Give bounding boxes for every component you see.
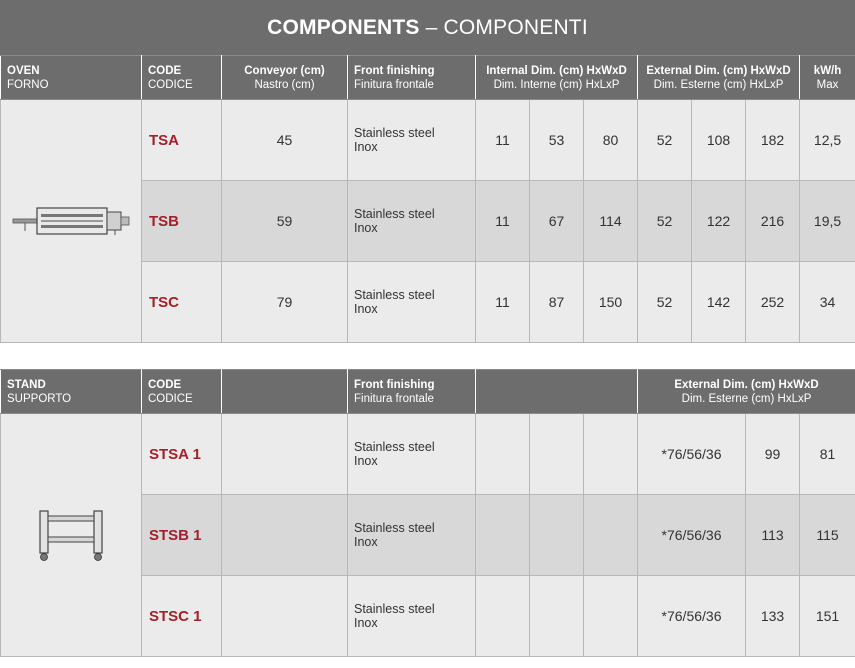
- int-d-cell: 150: [584, 262, 638, 343]
- table-row: [1, 414, 855, 495]
- ext-d-cell: 216: [746, 181, 800, 262]
- header-front-finishing: Front finishing Finitura frontale: [348, 370, 476, 414]
- empty-cell: [476, 414, 530, 495]
- empty-cell: [530, 495, 584, 576]
- code-cell: TSA: [142, 100, 222, 181]
- oven-image-cell: [1, 100, 142, 343]
- empty-cell: [584, 495, 638, 576]
- conveyor-cell: 45: [222, 100, 348, 181]
- empty-cell: [584, 414, 638, 495]
- ext-h-cell: 52: [638, 262, 692, 343]
- header-external-dim: External Dim. (cm) HxWxD Dim. Esterne (cm) HxLxP: [638, 370, 855, 414]
- oven-stand-icon: [36, 507, 106, 563]
- ext-d-cell: 151: [800, 576, 855, 657]
- finish-cell: Stainless steel Inox: [348, 576, 476, 657]
- table-row: [1, 100, 855, 181]
- empty-cell: [530, 414, 584, 495]
- ext-w-cell: 99: [746, 414, 800, 495]
- kw-cell: 19,5: [800, 181, 855, 262]
- conveyor-cell: 79: [222, 262, 348, 343]
- header-front-finishing: Front finishing Finitura frontale: [348, 56, 476, 100]
- header-stand: STAND SUPPORTO: [1, 370, 142, 414]
- ext-d-cell: 252: [746, 262, 800, 343]
- header-oven: OVEN FORNO: [1, 56, 142, 100]
- conveyor-cell: 59: [222, 181, 348, 262]
- int-h-cell: 11: [476, 181, 530, 262]
- code-cell: STSA 1: [142, 414, 222, 495]
- title-dash: –: [425, 15, 438, 39]
- title-bold: COMPONENTS: [267, 15, 420, 39]
- page-title: [0, 0, 855, 55]
- header-external-dim: External Dim. (cm) HxWxD Dim. Esterne (cm) HxLxP: [638, 56, 800, 100]
- ext-h-cell: *76/56/36: [638, 576, 746, 657]
- code-cell: STSC 1: [142, 576, 222, 657]
- code-cell: TSC: [142, 262, 222, 343]
- int-h-cell: 11: [476, 100, 530, 181]
- int-w-cell: 67: [530, 181, 584, 262]
- conveyor-oven-icon: [11, 201, 131, 241]
- title-rest: COMPONENTI: [443, 15, 588, 39]
- empty-cell: [584, 576, 638, 657]
- finish-cell: Stainless steel Inox: [348, 262, 476, 343]
- empty-cell: [222, 495, 348, 576]
- ext-w-cell: 108: [692, 100, 746, 181]
- stand-table: [0, 369, 855, 657]
- int-h-cell: 11: [476, 262, 530, 343]
- empty-cell: [476, 495, 530, 576]
- int-d-cell: 80: [584, 100, 638, 181]
- ext-h-cell: *76/56/36: [638, 414, 746, 495]
- finish-cell: Stainless steel Inox: [348, 100, 476, 181]
- section-gap: [0, 343, 855, 369]
- finish-cell: Stainless steel Inox: [348, 414, 476, 495]
- ext-h-cell: *76/56/36: [638, 495, 746, 576]
- stand-header-row: [1, 370, 855, 414]
- ext-w-cell: 142: [692, 262, 746, 343]
- ext-w-cell: 122: [692, 181, 746, 262]
- header-conveyor: Conveyor (cm) Nastro (cm): [222, 56, 348, 100]
- oven-table: [0, 55, 855, 343]
- empty-cell: [222, 576, 348, 657]
- header-code: CODE CODICE: [142, 56, 222, 100]
- empty-cell: [530, 576, 584, 657]
- empty-cell: [476, 576, 530, 657]
- kw-cell: 34: [800, 262, 855, 343]
- oven-header-row: [1, 56, 855, 100]
- header-empty: [476, 370, 638, 414]
- header-empty: [222, 370, 348, 414]
- code-cell: TSB: [142, 181, 222, 262]
- stand-image-cell: [1, 414, 142, 657]
- header-kw: kW/h Max: [800, 56, 855, 100]
- ext-w-cell: 113: [746, 495, 800, 576]
- ext-d-cell: 115: [800, 495, 855, 576]
- code-cell: STSB 1: [142, 495, 222, 576]
- int-d-cell: 114: [584, 181, 638, 262]
- finish-cell: Stainless steel Inox: [348, 181, 476, 262]
- finish-cell: Stainless steel Inox: [348, 495, 476, 576]
- empty-cell: [222, 414, 348, 495]
- kw-cell: 12,5: [800, 100, 855, 181]
- ext-w-cell: 133: [746, 576, 800, 657]
- ext-h-cell: 52: [638, 181, 692, 262]
- header-internal-dim: Internal Dim. (cm) HxWxD Dim. Interne (cm) HxLxP: [476, 56, 638, 100]
- ext-d-cell: 81: [800, 414, 855, 495]
- int-w-cell: 53: [530, 100, 584, 181]
- ext-h-cell: 52: [638, 100, 692, 181]
- ext-d-cell: 182: [746, 100, 800, 181]
- int-w-cell: 87: [530, 262, 584, 343]
- header-code: CODE CODICE: [142, 370, 222, 414]
